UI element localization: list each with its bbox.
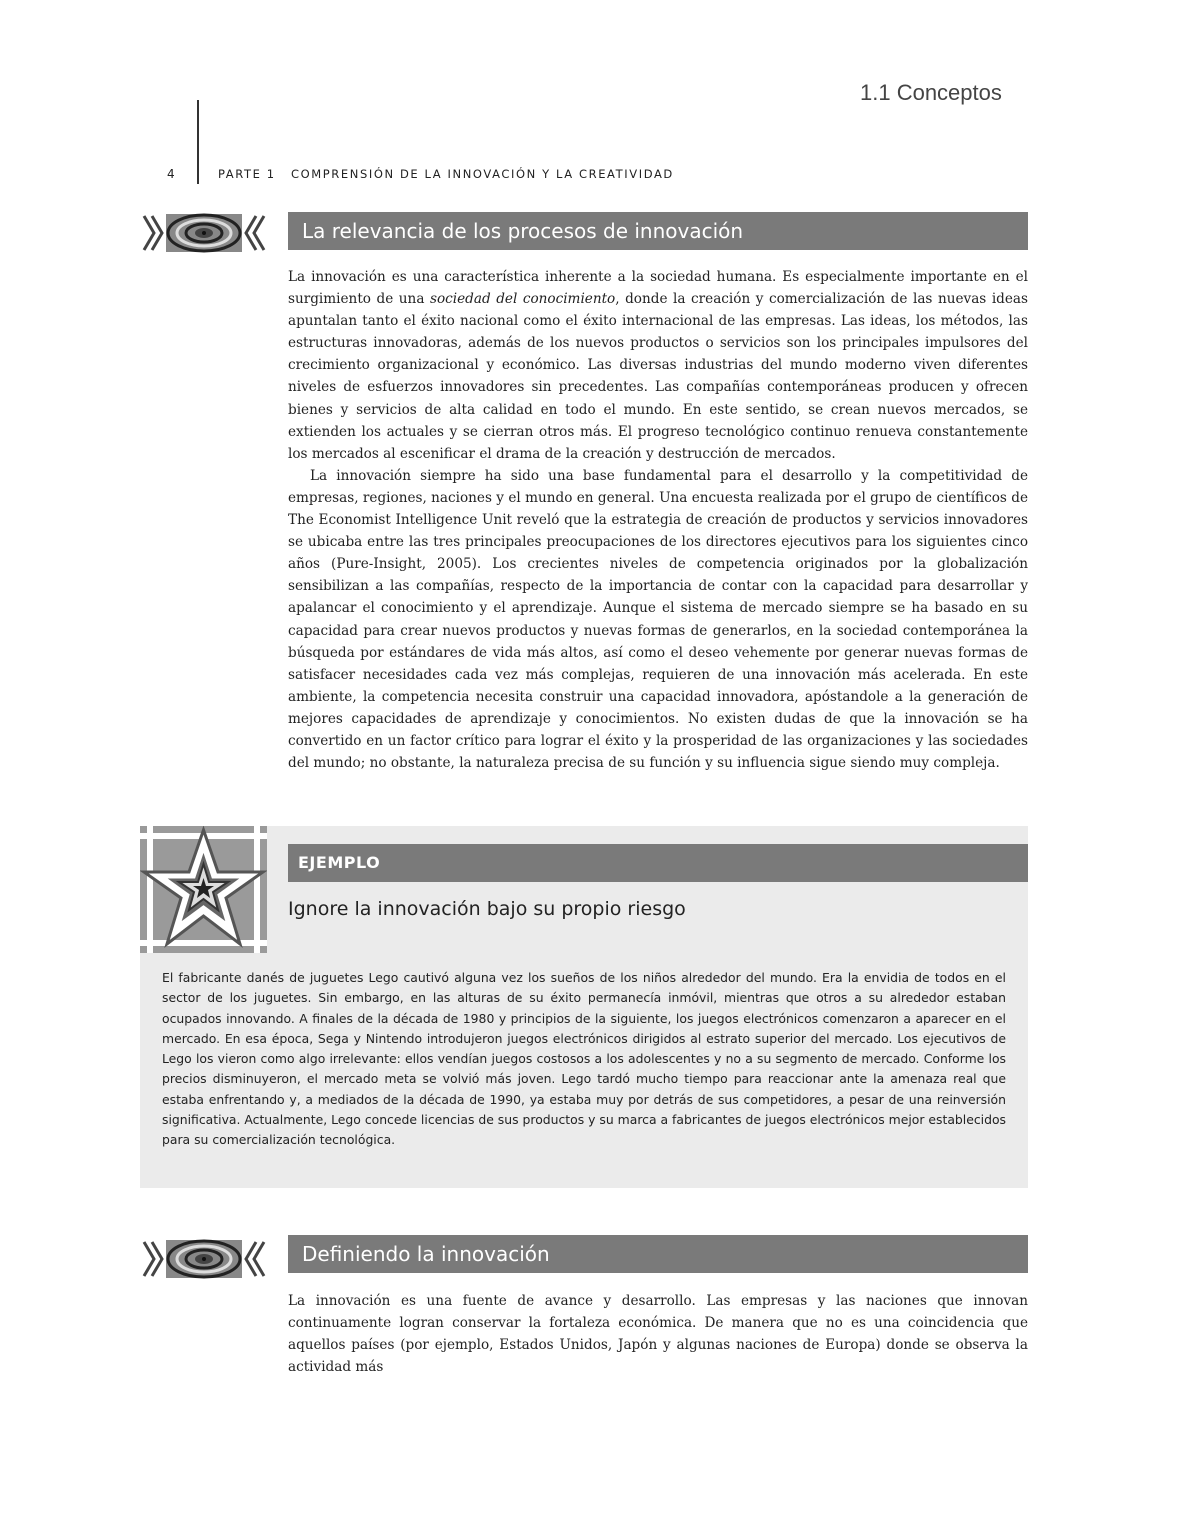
section-title-relevancia: La relevancia de los procesos de innovación [288,212,1028,250]
section-ornament-icon [140,1238,268,1280]
section1-body [288,266,1028,774]
header-divider [197,100,199,184]
example-paragraph: El fabricante danés de juguetes Lego cautivó alguna vez los sueños de los niños alrededor del mundo. Era la envidia de todos en el sector de los juguetes. Sin embargo, en las alturas de su éxito permanecía inmóvil, mientras que otros a su alrededor estaban ocupados innovando. A finales de la década de 1980 y principios de la siguiente, los juegos electrónicos comenzaron a aparecer en el mercado. En esa época, Sega y Nintendo introdujeron juegos electrónicos dirigidos al estrato superior del mercado. Los ejecutivos de Lego los vieron como algo irrelevante: ellos vendían juegos costosos a los adolescentes y no a su segmento de mercado. Conforme los precios disminuyeron, el mercado meta se volvió más joven. Lego tardó mucho tiempo para reaccionar ante la amenaza real que estaba enfrentando y, a mediados de la década de 1990, ya estaba muy por detrás de sus competidores, a pesar de una reinversión significativa. Actualmente, Lego concede licencias de sus productos y su marca a fabricantes de juegos electrónicos mejor establecidos para su comercialización tecnológica. [162,970,1006,1148]
page-number: 4 [167,167,175,181]
part-label: PARTE 1 [218,167,276,181]
running-head [218,167,674,181]
example-title: Ignore la innovación bajo su propio riesgo [288,898,686,920]
running-head-title: COMPRENSIÓN DE LA INNOVACIÓN Y LA CREATIVIDAD [290,167,674,181]
section-title-definiendo: Definiendo la innovación [288,1235,1028,1273]
section-ornament-icon [140,212,268,254]
p1-before: La innovación es una característica inherente a la sociedad humana. Es especialmente importante en el surgimiento de una [288,269,1028,308]
star-icon [140,826,267,953]
section1-paragraph-1 [288,266,1028,465]
section2-body [288,1290,1028,1378]
section1-paragraph-2: La innovación siempre ha sido una base fundamental para el desarrollo y la competitividad de empresas, regiones, naciones y el mundo en general. Una encuesta realizada por el grupo de científicos de The Economist Intelligence Unit reveló que la estrategia de creación de productos y servicios innovadores se ubicaba entre las tres principales preocupaciones de los directores ejecutivos para los siguientes cinco años (Pure-Insight, 2005). Los crecientes niveles de competencia originados por la globalización sensibilizan a las compañías, respecto de la importancia de contar con la capacidad para desarrollar y apalancar el conocimiento y el aprendizaje. Aunque el sistema de mercado siempre se ha basado en su capacidad para crear nuevos productos y nuevas formas de generarlos, en la sociedad contemporánea la búsqueda por estándares de vida más altos, así como el deseo vehemente por generar nuevas formas de satisfacer necesidades cada vez más complejas, requieren de una innovación más acelerada. En este ambiente, la competencia necesita construir una capacidad innovadora, apóstandole a la generación de mejores capacidades de aprendizaje y conocimientos. No existen dudas de que la innovación se ha convertido en un factor crítico para lograr el éxito y la prosperidad de las organizaciones y las sociedades del mundo; no obstante, la naturaleza precisa de su función y su influencia sigue siendo muy compleja. [288,467,1028,772]
p1-italic-term: sociedad del conocimiento [429,291,616,308]
example-body [162,968,1006,1151]
example-label: EJEMPLO [288,844,1028,882]
section2-paragraph-1: La innovación es una fuente de avance y desarrollo. Las empresas y las naciones que innovan continuamente logran conservar la fortaleza económica. De manera que no es una coincidencia que aquellos países (por ejemplo, Estados Unidos, Japón y algunas naciones de Europa) donde se observa la actividad más [288,1293,1028,1376]
corner-title: 1.1 Conceptos [860,80,1002,105]
p1-after: , donde la creación y comercialización de las nuevas ideas apuntalan tanto el éxito nacional como el éxito internacional de las empresas. Las ideas, los métodos, las estructuras innovadoras, además de los nuevos productos o servicios son los principales impulsores del crecimiento organizacional y económico. Las diversas industrias del mundo moderno viven diferentes niveles de esfuerzos innovadores sin precedentes. Las compañías contemporáneas producen y ofrecen bienes y servicios de alta calidad en todo el mundo. En este sentido, se crean nuevos mercados, se extienden los actuales y se cierran otros más. El progreso tecnológico continuo renueva constantemente los mercados al escenificar el drama de la creación y destrucción de mercados. [288,291,1028,462]
